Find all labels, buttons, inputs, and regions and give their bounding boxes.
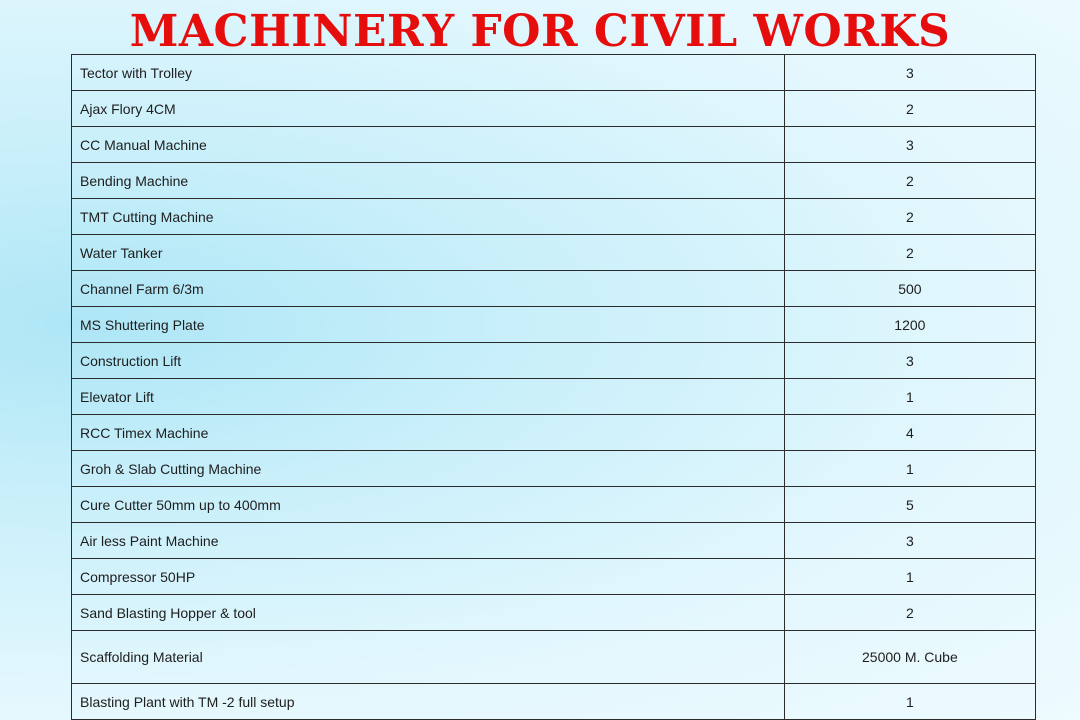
table-row: [72, 271, 1036, 307]
quantity-cell: 1: [784, 451, 1035, 487]
machine-name-cell: RCC Timex Machine: [72, 415, 785, 451]
machine-name-cell: Bending Machine: [72, 163, 785, 199]
table-row: [72, 684, 1036, 720]
table-row: [72, 487, 1036, 523]
table-row: [72, 559, 1036, 595]
quantity-cell: 500: [784, 271, 1035, 307]
quantity-cell: 3: [784, 127, 1035, 163]
quantity-cell: 5: [784, 487, 1035, 523]
quantity-cell: 3: [784, 523, 1035, 559]
table-row: [72, 451, 1036, 487]
table-row: [72, 595, 1036, 631]
quantity-cell: 4: [784, 415, 1035, 451]
table-row: [72, 343, 1036, 379]
page-title: MACHINERY FOR CIVIL WORKS: [129, 6, 951, 57]
quantity-cell: 2: [784, 595, 1035, 631]
quantity-cell: 2: [784, 199, 1035, 235]
quantity-cell: 1: [784, 684, 1035, 720]
quantity-cell: 1: [784, 559, 1035, 595]
quantity-cell: 25000 M. Cube: [784, 631, 1035, 684]
machine-name-cell: CC Manual Machine: [72, 127, 785, 163]
table-row: [72, 163, 1036, 199]
quantity-cell: 1200: [784, 307, 1035, 343]
quantity-cell: 2: [784, 91, 1035, 127]
machine-name-cell: Scaffolding Material: [72, 631, 785, 684]
quantity-cell: 3: [784, 343, 1035, 379]
machine-name-cell: Construction Lift: [72, 343, 785, 379]
machine-name-cell: Elevator Lift: [72, 379, 785, 415]
table-row: [72, 91, 1036, 127]
table-row: [72, 379, 1036, 415]
table-row: [72, 523, 1036, 559]
machine-name-cell: MS Shuttering Plate: [72, 307, 785, 343]
machine-name-cell: Tector with Trolley: [72, 55, 785, 91]
quantity-cell: 2: [784, 235, 1035, 271]
machine-name-cell: Ajax Flory 4CM: [72, 91, 785, 127]
table-row: [72, 307, 1036, 343]
machine-name-cell: Air less Paint Machine: [72, 523, 785, 559]
machine-name-cell: Channel Farm 6/3m: [72, 271, 785, 307]
machine-name-cell: Blasting Plant with TM -2 full setup: [72, 684, 785, 720]
quantity-cell: 3: [784, 55, 1035, 91]
table-row: [72, 55, 1036, 91]
machine-name-cell: TMT Cutting Machine: [72, 199, 785, 235]
table-row: [72, 631, 1036, 684]
machine-name-cell: Cure Cutter 50mm up to 400mm: [72, 487, 785, 523]
machine-name-cell: Sand Blasting Hopper & tool: [72, 595, 785, 631]
machine-name-cell: Water Tanker: [72, 235, 785, 271]
machine-name-cell: Groh & Slab Cutting Machine: [72, 451, 785, 487]
table-body: [72, 55, 1036, 720]
quantity-cell: 2: [784, 163, 1035, 199]
table-row: [72, 235, 1036, 271]
table-row: [72, 127, 1036, 163]
table-row: [72, 199, 1036, 235]
machine-name-cell: Compressor 50HP: [72, 559, 785, 595]
machinery-table: [71, 54, 1036, 720]
table-row: [72, 415, 1036, 451]
quantity-cell: 1: [784, 379, 1035, 415]
